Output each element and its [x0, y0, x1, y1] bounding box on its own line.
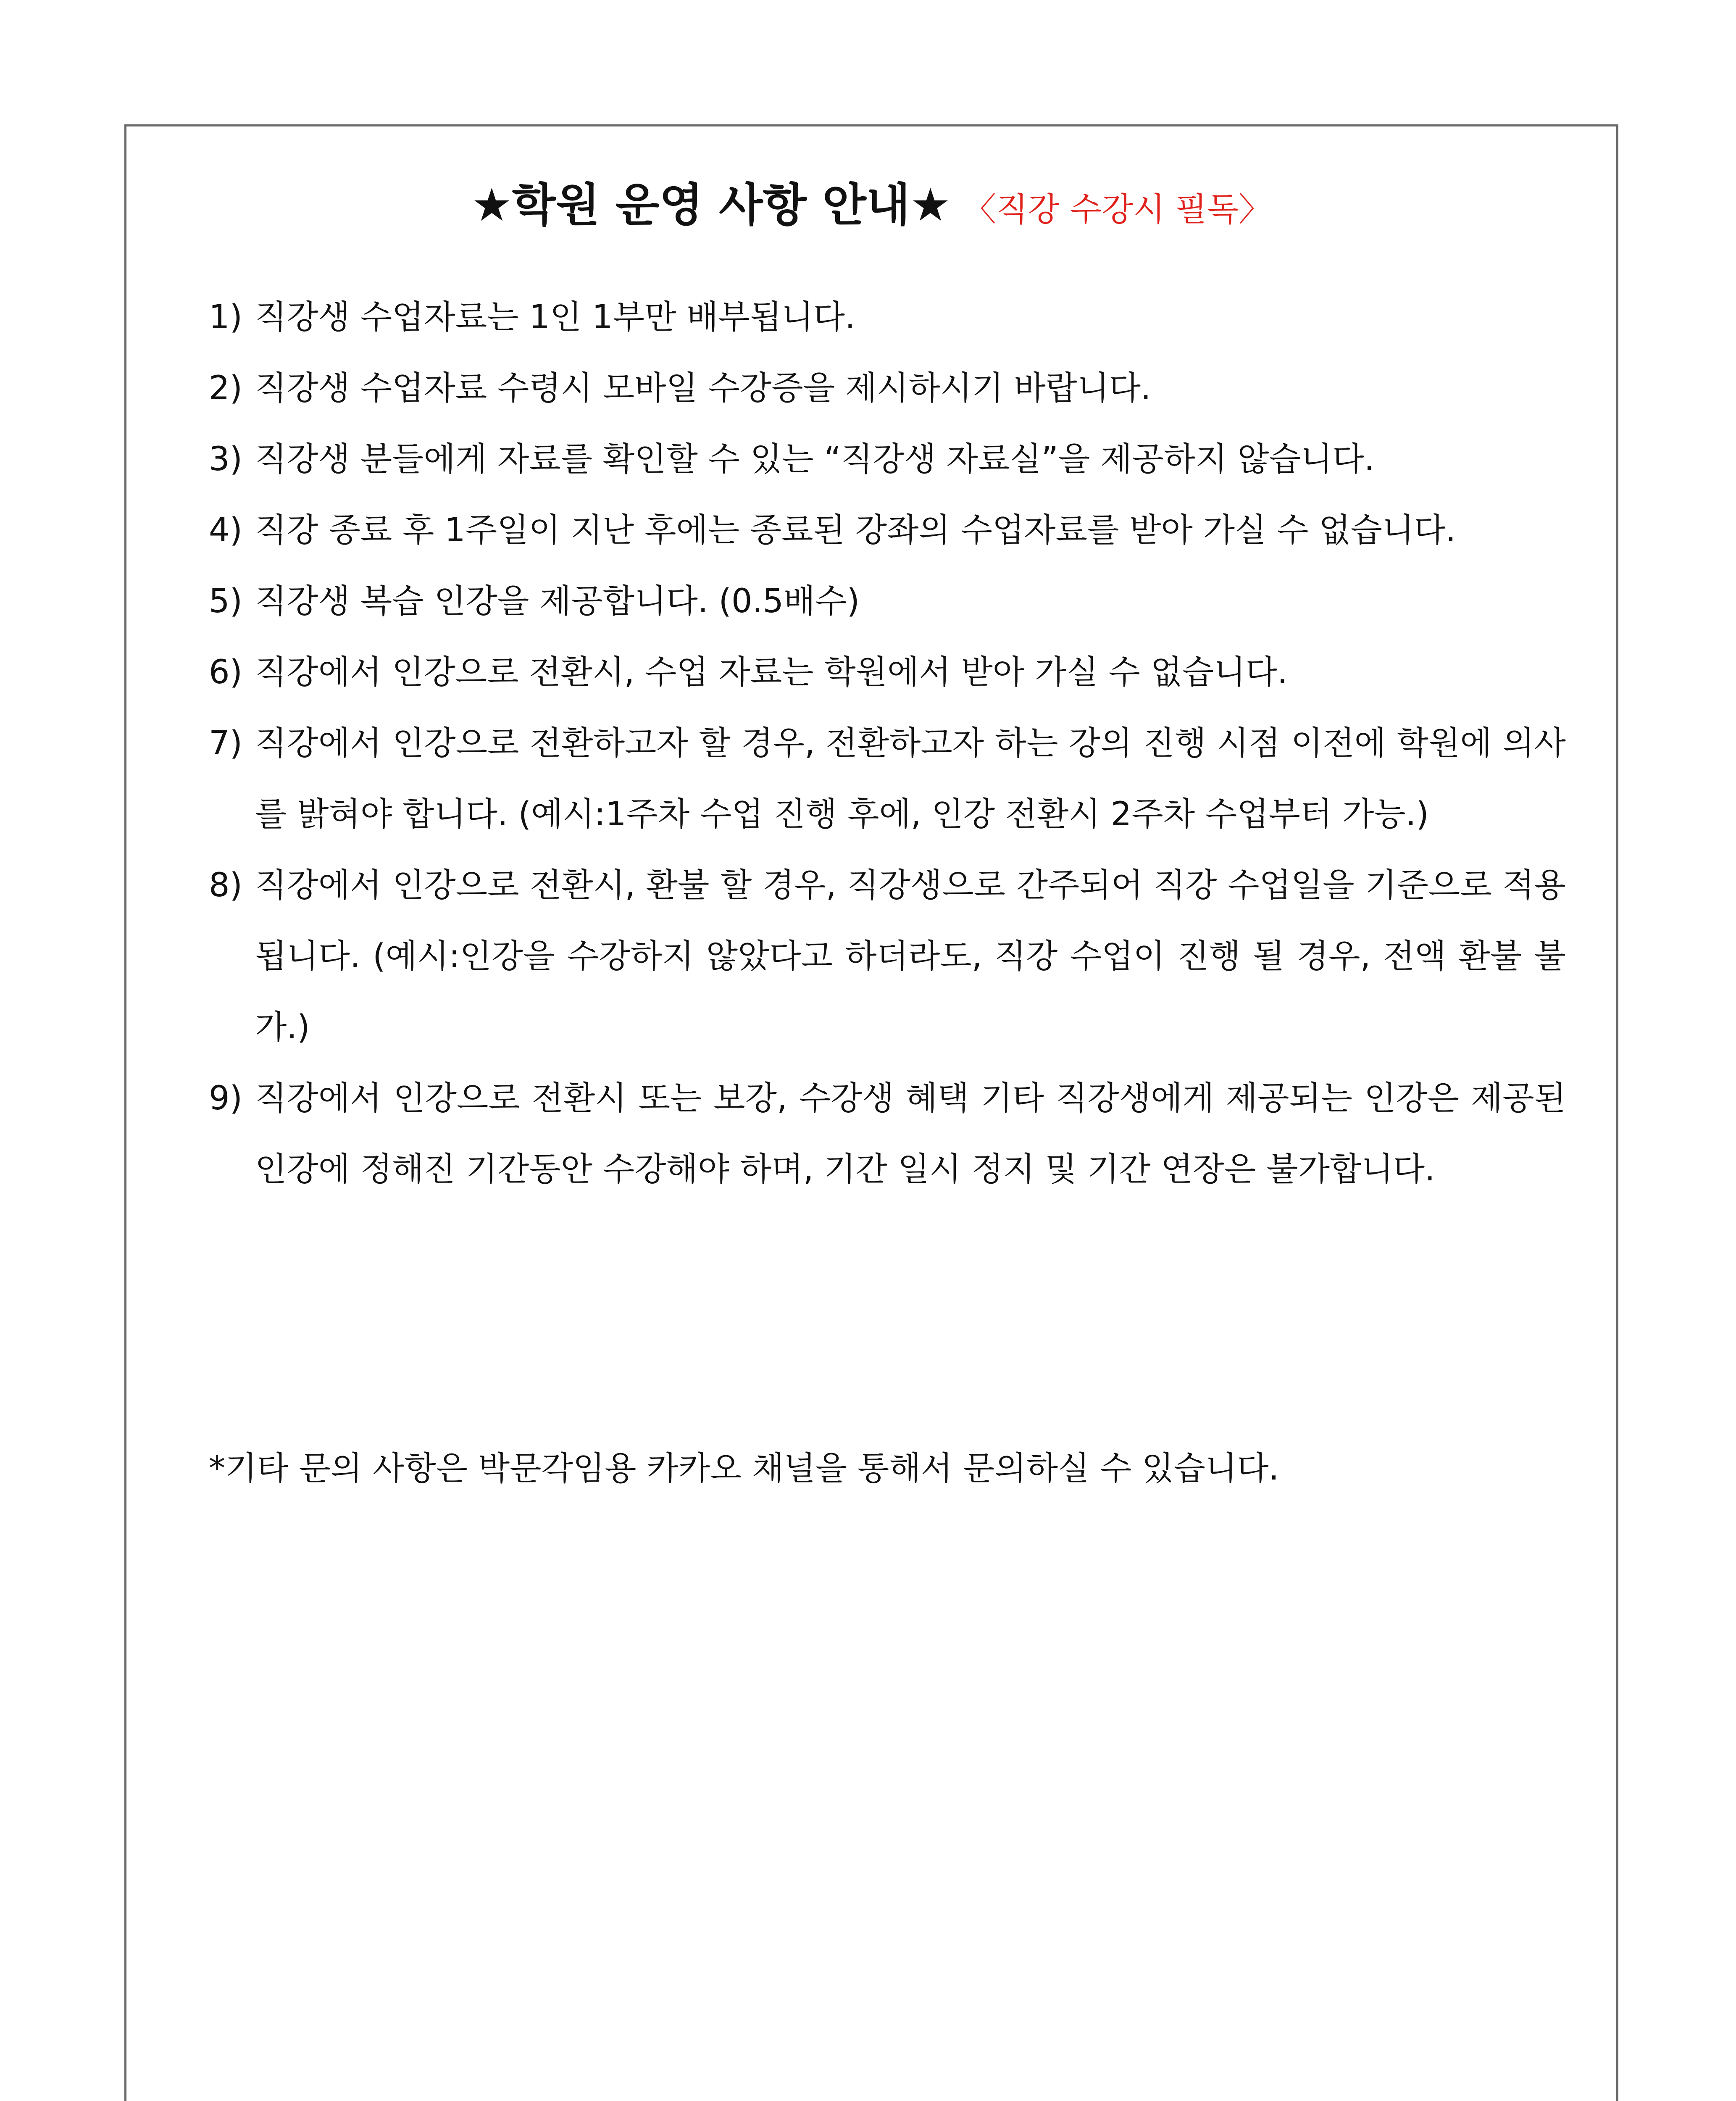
notice-item-9: [209, 1063, 1566, 1205]
notice-text: 직강에서 인강으로 전환시, 수업 자료는 학원에서 받아 가실 수 없습니다.: [255, 653, 1288, 691]
notice-number: 9): [209, 1079, 243, 1117]
notice-number: 7): [209, 724, 243, 762]
notice-text: 직강에서 인강으로 전환시, 환불 할 경우, 직강생으로 간주되어 직강 수업일을 기준으로 적용됩니다. (예시:인강을 수강하지 않았다고 하더라도, 직강 수업이 진행 될 경우, 전액 환불 불가.): [255, 866, 1566, 1046]
notice-item-6: [209, 637, 1566, 708]
notice-number: 4): [209, 511, 243, 549]
notice-frame: [124, 124, 1618, 2101]
notice-list: [209, 282, 1566, 1205]
notice-item-8: [209, 850, 1566, 1063]
notice-text: 직강생 복습 인강을 제공합니다. (0.5배수): [255, 582, 860, 620]
contact-note: *기타 문의 사항은 박문각임용 카카오 채널을 통해서 문의하실 수 있습니다.: [209, 1450, 1279, 1488]
notice-number: 5): [209, 582, 243, 620]
notice-text: 직강 종료 후 1주일이 지난 후에는 종료된 강좌의 수업자료를 받아 가실 수 없습니다.: [255, 511, 1456, 549]
notice-text: 직강생 수업자료 수령시 모바일 수강증을 제시하시기 바랍니다.: [255, 369, 1151, 407]
notice-number: 2): [209, 369, 243, 407]
notice-text: 직강에서 인강으로 전환시 또는 보강, 수강생 혜택 기타 직강생에게 제공되는 인강은 제공된 인강에 정해진 기간동안 수강해야 하며, 기간 일시 정지 및 기간 연장은 불가합니다.: [255, 1079, 1566, 1188]
notice-item-7: [209, 708, 1566, 850]
notice-number: 6): [209, 653, 243, 691]
notice-item-2: [209, 353, 1566, 424]
notice-item-1: [209, 282, 1566, 353]
notice-item-5: [209, 566, 1566, 637]
notice-text: 직강생 수업자료는 1인 1부만 배부됩니다.: [255, 298, 855, 336]
notice-number: 1): [209, 298, 243, 336]
title-main: ★학원 운영 사항 안내★: [471, 179, 951, 232]
notice-item-4: [209, 495, 1566, 566]
notice-number: 8): [209, 866, 243, 904]
notice-text: 직강생 분들에게 자료를 확인할 수 있는 “직강생 자료실”을 제공하지 않습니다.: [255, 440, 1375, 478]
notice-item-3: [209, 424, 1566, 495]
notice-number: 3): [209, 440, 243, 478]
page-title: [126, 169, 1616, 234]
title-subtitle: 〈직강 수강시 필독〉: [963, 191, 1272, 229]
notice-text: 직강에서 인강으로 전환하고자 할 경우, 전환하고자 하는 강의 진행 시점 이전에 학원에 의사를 밝혀야 합니다. (예시:1주차 수업 진행 후에, 인강 전환시 2주차 수업부터 가능.): [255, 724, 1566, 833]
